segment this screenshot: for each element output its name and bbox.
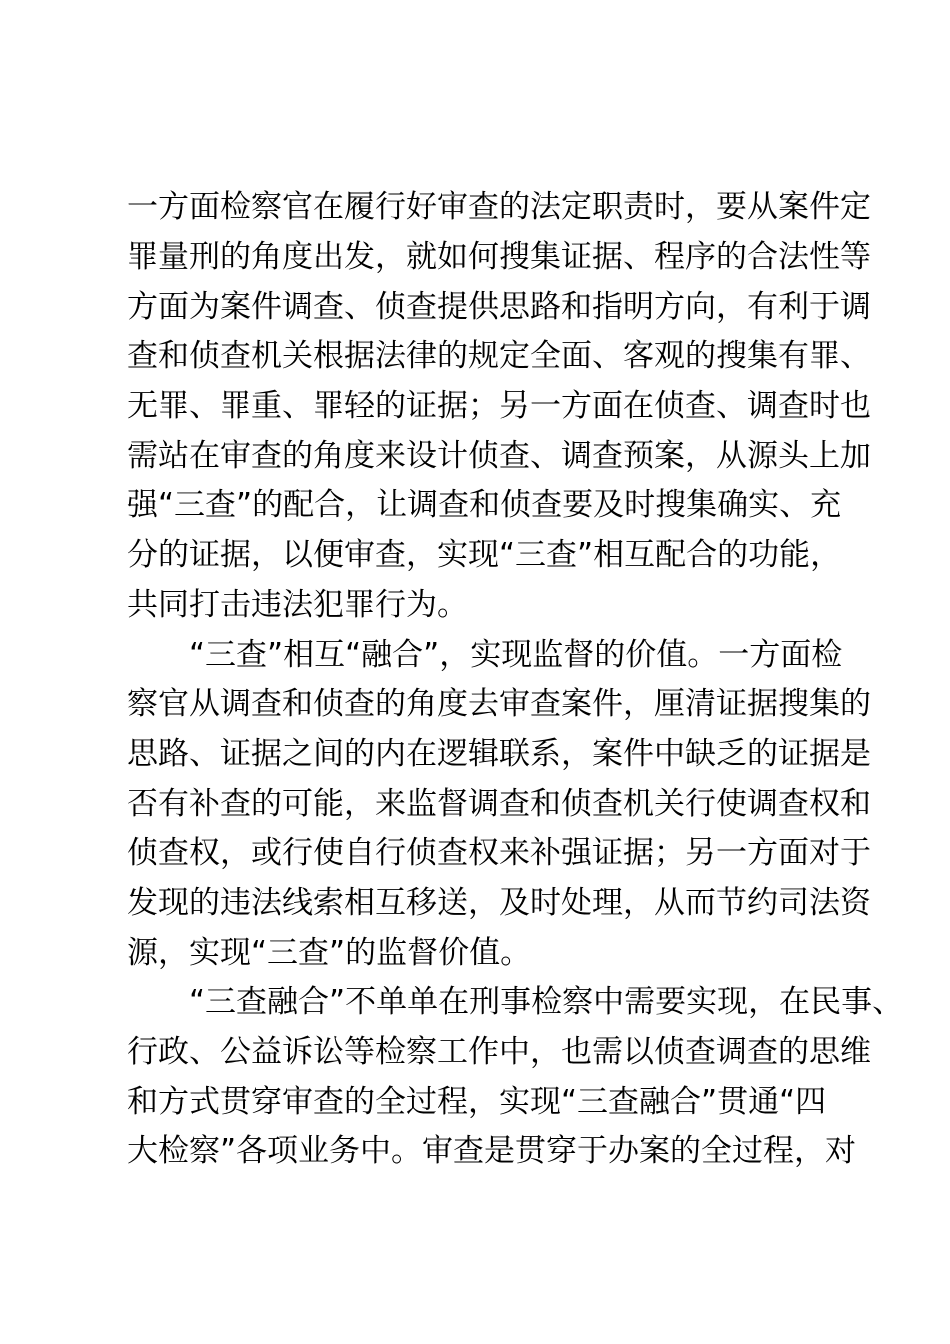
text-line: 思路、证据之间的内在逻辑联系，案件中缺乏的证据是 (127, 736, 871, 772)
text-line: 和方式贯穿审查的全过程，实现“三查融合”贯通“四 (127, 1084, 827, 1120)
text-line: 罪量刑的角度出发，就如何搜集证据、程序的合法性等 (127, 239, 871, 275)
text-line: 强“三查”的配合，让调查和侦查要及时搜集确实、充 (127, 487, 842, 523)
text-line: 否有补查的可能，来监督调查和侦查机关行使调查权和 (127, 786, 871, 822)
text-line: 共同打击违法犯罪行为。 (127, 587, 468, 623)
text-line: 行政、公益诉讼等检察工作中，也需以侦查调查的思维 (127, 1034, 871, 1070)
text-line: 侦查权，或行使自行侦查权来补强证据；另一方面对于 (127, 835, 871, 871)
text-line: 无罪、罪重、罪轻的证据；另一方面在侦查、调查时也 (127, 388, 871, 424)
text-line: “三查”相互“融合”，实现监督的价值。一方面检 (127, 637, 843, 673)
text-line: 分的证据，以便审查，实现“三查”相互配合的功能， (127, 537, 842, 573)
text-line: 察官从调查和侦查的角度去审查案件，厘清证据搜集的 (127, 686, 871, 722)
text-line: “三查融合”不单单在刑事检察中需要实现，在民事、 (127, 984, 904, 1020)
text-line: 一方面检察官在履行好审查的法定职责时，要从案件定 (127, 189, 871, 225)
text-line: 源，实现“三查”的监督价值。 (127, 935, 532, 971)
text-line: 查和侦查机关根据法律的规定全面、客观的搜集有罪、 (127, 338, 871, 374)
text-line: 方面为案件调查、侦查提供思路和指明方向，有利于调 (127, 289, 871, 325)
text-line: 发现的违法线索相互移送，及时处理，从而节约司法资 (127, 885, 871, 921)
text-line: 需站在审查的角度来设计侦查、调查预案，从源头上加 (127, 438, 871, 474)
text-line: 大检察”各项业务中。审查是贯穿于办案的全过程，对 (127, 1133, 857, 1169)
